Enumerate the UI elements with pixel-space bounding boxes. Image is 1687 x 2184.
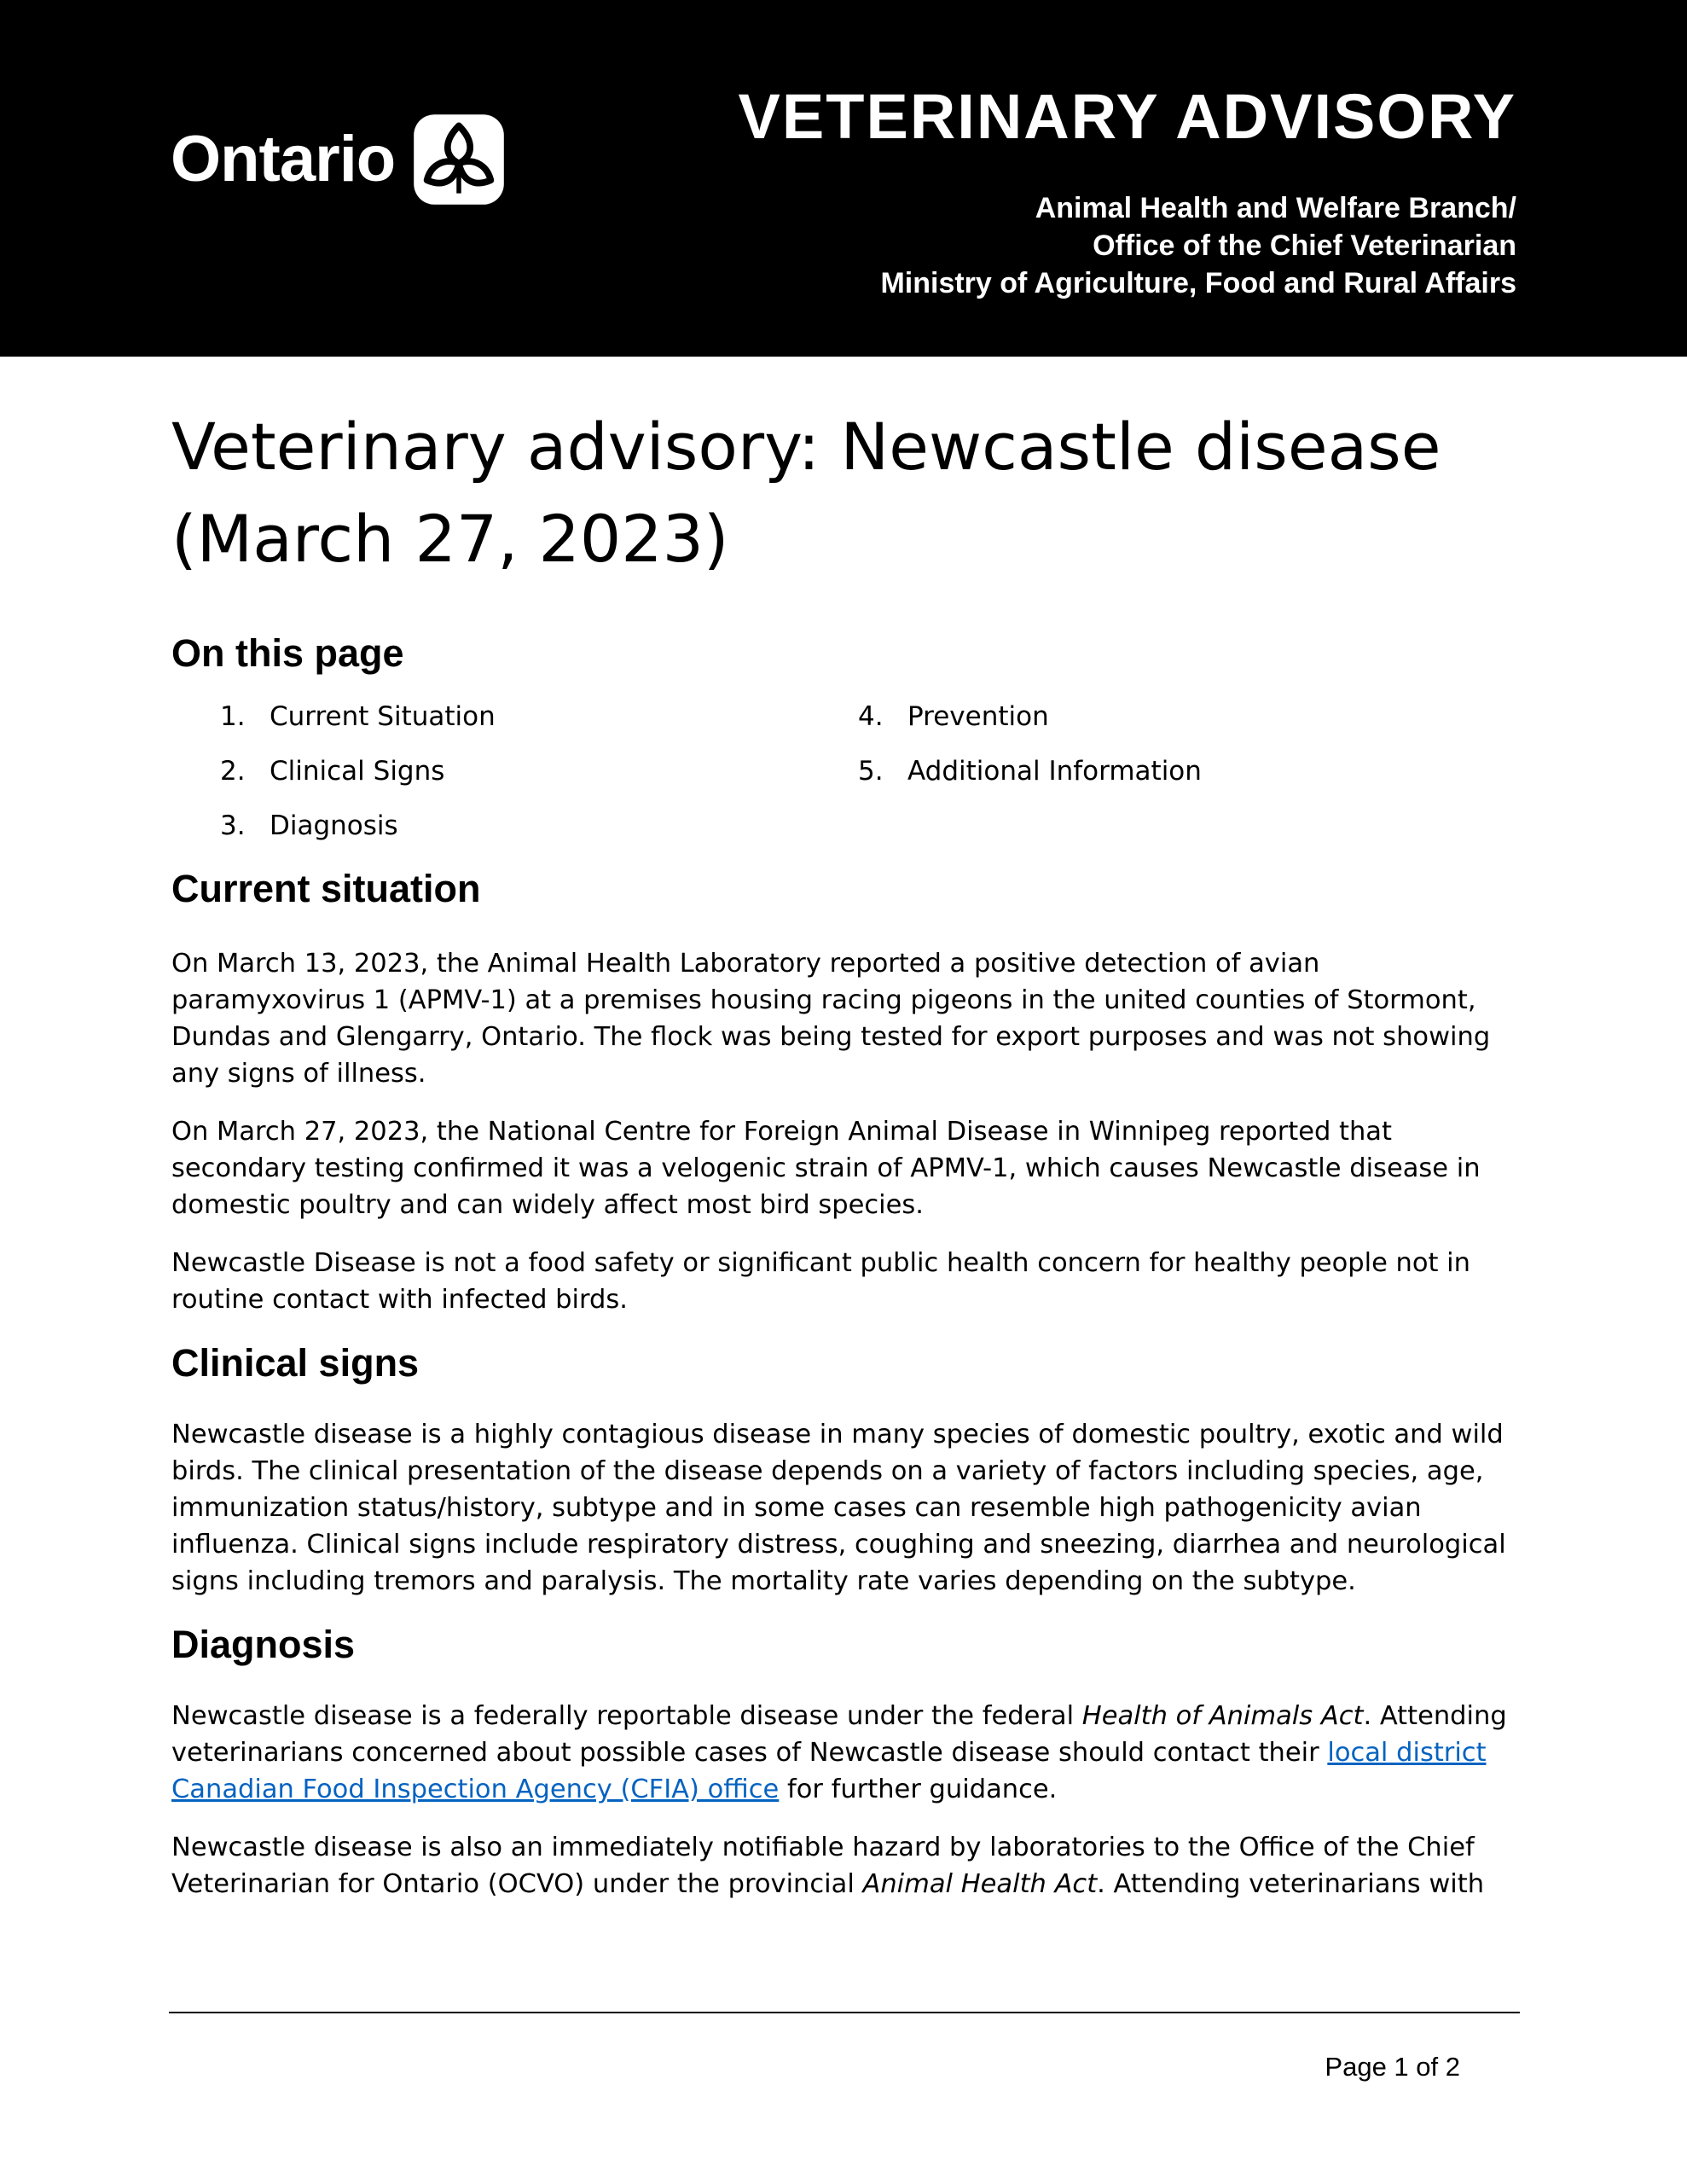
toc-number: 4.	[858, 701, 884, 732]
toc-heading: On this page	[171, 631, 404, 675]
heading-diagnosis: Diagnosis	[171, 1623, 356, 1666]
cfia-office-link[interactable]: local district Canadian Food Inspection Agency (CFIA) office	[171, 1738, 1487, 1804]
diagnosis-text: for further guidance.	[779, 1774, 1058, 1804]
toc-number: 2.	[220, 756, 246, 787]
heading-clinical-signs: Clinical signs	[171, 1341, 420, 1385]
diagnosis-text: Newcastle disease is also an immediately notifiable hazard by laboratories to the Office of the Chief Veterinarian for Ontario (OCVO) under the provincial	[171, 1833, 1475, 1899]
header-banner	[0, 0, 1687, 357]
toc-item-clinical-signs[interactable]	[171, 754, 831, 809]
footer-divider	[169, 2012, 1520, 2013]
toc-number: 5.	[858, 756, 884, 787]
toc-label: Clinical Signs	[270, 756, 445, 787]
org-line-office: Office of the Chief Veterinarian	[1093, 229, 1516, 262]
act-name-federal: Health of Animals Act	[1081, 1701, 1364, 1731]
toc-column-1	[171, 700, 831, 863]
toc-item-diagnosis[interactable]	[171, 809, 831, 863]
toc-item-current-situation[interactable]	[171, 700, 831, 754]
toc-label: Diagnosis	[270, 810, 398, 841]
current-situation-paragraph-3: Newcastle Disease is not a food safety or significant public health concern for healthy people not in routine contact with infected birds.	[171, 1248, 1470, 1315]
diagnosis-text: . Attending veterinarians concerned about possible cases of Newcastle disease should contact their	[171, 1701, 1507, 1768]
diagnosis-text: . Attending veterinarians with	[1097, 1869, 1485, 1899]
clinical-signs-paragraph: Newcastle disease is a highly contagious disease in many species of domestic poultry, exotic and wild birds. The clinical presentation of the disease depends on a variety of factors including species, age, immunization status/history, subtype and in some cases can resemble high pathogenicity avian influenza. Clinical signs include respiratory distress, coughing and sneezing, diarrhea and neurological signs including tremors and paralysis. The mortality rate varies depending on the subtype.	[171, 1420, 1506, 1596]
toc-label: Current Situation	[270, 701, 496, 732]
organization-block	[880, 189, 1516, 302]
toc-label: Additional Information	[907, 756, 1202, 787]
diagnosis-paragraph-1	[171, 1698, 1519, 1808]
org-line-branch: Animal Health and Welfare Branch/	[1035, 192, 1516, 224]
logo-wordmark: Ontario	[171, 123, 396, 195]
toc-label: Prevention	[907, 701, 1049, 732]
toc-number: 1.	[220, 701, 246, 732]
table-of-contents	[171, 700, 1519, 863]
advisory-title: VETERINARY ADVISORY	[738, 81, 1516, 152]
toc-number: 3.	[220, 810, 246, 841]
document-body	[171, 401, 1519, 1924]
current-situation-paragraph-2: On March 27, 2023, the National Centre for Foreign Animal Disease in Winnipeg reported that secondary testing confirmed it was a velogenic strain of APMV-1, which causes Newcastle disease in domestic poultry and can widely affect most bird species.	[171, 1117, 1481, 1220]
page-title	[171, 401, 1519, 585]
diagnosis-paragraph-2	[171, 1829, 1519, 1902]
org-line-ministry: Ministry of Agriculture, Food and Rural Affairs	[880, 267, 1516, 299]
page-title-line-2: (March 27, 2023)	[171, 501, 729, 577]
page-title-line-1: Veterinary advisory: Newcastle disease	[171, 409, 1441, 485]
trillium-icon	[412, 113, 506, 206]
current-situation-paragraph-1: On March 13, 2023, the Animal Health Laboratory reported a positive detection of avian paramyxovirus 1 (APMV-1) at a premises housing racing pigeons in the united counties of Stormont, Dundas and Glengarry, Ontario. The flock was being tested for export purposes and was not showing any signs of illness.	[171, 949, 1491, 1089]
heading-current-situation: Current situation	[171, 867, 481, 910]
toc-item-additional-information[interactable]	[831, 754, 1490, 809]
toc-column-2	[831, 700, 1490, 863]
page-number: Page 1 of 2	[1325, 2052, 1460, 2082]
diagnosis-text: Newcastle disease is a federally reportable disease under the federal	[171, 1701, 1082, 1731]
toc-item-prevention[interactable]	[831, 700, 1490, 754]
act-name-provincial: Animal Health Act	[862, 1869, 1098, 1899]
ontario-logo	[171, 113, 506, 206]
